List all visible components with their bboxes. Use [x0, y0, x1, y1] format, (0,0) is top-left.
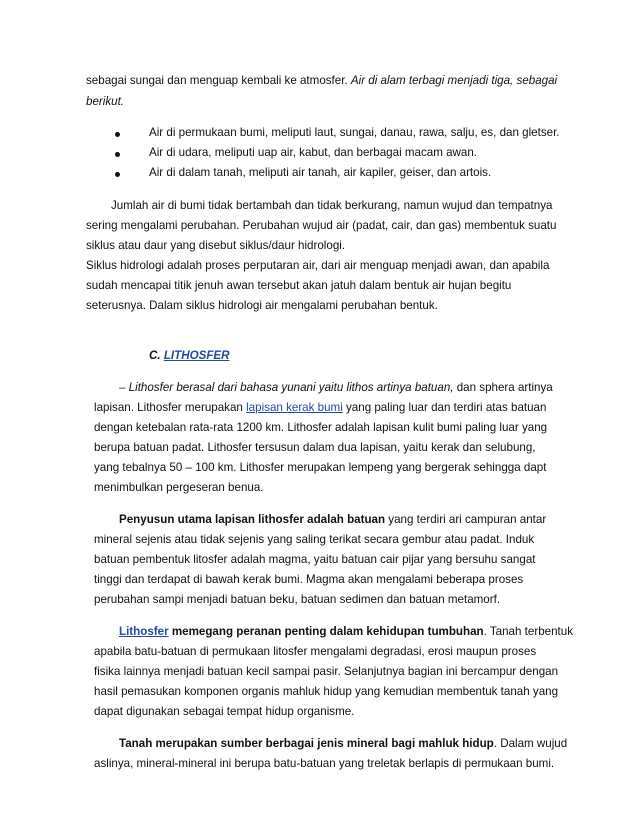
list-item: Air di dalam tanah, meliputi air tanah, air kapiler, geiser, dan artois.	[149, 166, 492, 179]
lithosfer-heading-link[interactable]: LITHOSFER	[163, 349, 230, 362]
list-item: Air di udara, meliputi uap air, kabut, dan berbagai macam awan.	[149, 146, 478, 159]
paragraph-intro-line-1: sebagai sungai dan menguap kembali ke atmosfer. Air di alam terbagi menjadi tiga, sebagai	[86, 74, 558, 87]
section-heading: C. LITHOSFER	[149, 349, 230, 362]
bullet-icon	[115, 172, 120, 177]
list-item: Air di permukaan bumi, meliputi laut, sungai, danau, rawa, salju, es, dan gletser.	[149, 126, 560, 139]
bullet-icon	[115, 152, 120, 157]
bullet-icon	[115, 132, 120, 137]
document-page: sebagai sungai dan menguap kembali ke atmosfer. Air di alam terbagi menjadi tiga, sebagai berikut. Air di permukaan bumi, meliputi laut, sungai, danau, rawa, salju, es, dan gletser. Air di udara, meliputi uap air, kabut, dan berbagai macam awan. Air di dalam tanah, meliputi air tanah, air kapiler, geiser, dan artois. Jumlah air di bumi tidak bertambah dan tidak berkurang, namun wujud dan tempatnya sering mengalami perubahan. Perubahan wujud air (padat, cair, dan gas) membentuk suatu siklus atau daur yang disebut siklus/daur hidrologi. Siklus hidrologi adalah proses perputaran air, dari air menguap menjadi awan, dan apabila sudah mencapai titik jenuh awan tersebut akan jatuh dalam bentuk air hujan begitu seterusnya. Dalam siklus hidrologi air mengalami perubahan bentuk. C. LITHOSFER – Lithosfer berasal dari bahasa yunani yaitu lithos artinya batuan, dan sphera artinya lapisan. Lithosfer merupakan lapisan kerak bumi yang paling luar dan terdiri atas batuan dengan ketebalan rata-rata 1200 km. Lithosfer adalah lapisan kulit bumi paling luar yang berupa batuan padat. Lithosfer tersusun dalam dua lapisan, yaitu kerak dan selubung, yang tebalnya 50 – 100 km. Lithosfer merupakan lempeng yang bergerak sehingga dapt menimbulkan pergeseran benua. Penyusun utama lapisan lithosfer adalah batuan yang terdiri ari campuran antar mineral sejenis atau tidak sejenis yang saling terikat secara gembur atau padat. Induk batuan pembentuk litosfer adalah magma, yaitu batuan cair pijar yang bersuhu sangat tinggi dan terdapat di bawah kerak bumi. Magma akan mengalami beberapa proses perubahan sampi menjadi batuan beku, batuan sedimen dan batuan metamorf. Lithosfer memegang peranan penting dalam kehidupan tumbuhan. Tanah terbentuk apabila batu-batuan di permukaan litosfer mengalami degradasi, erosi maupun proses fisika lainnya menjadi batuan kecil sampai pasir. Selanjutnya bagian ini bercampur dengan hasil pemasukan komponen organis mahluk hidup yang kemudian membentuk tanah yang dapat digunakan sebagai tempat hidup organisme. Tanah merupakan sumber berbagai jenis mineral bagi mahluk hidup. Dalam wujud aslinya, mineral-mineral ini berupa batu-batuan yang treletak berlapis di permukaan bumi.	[86, 74, 574, 770]
lithosfer-link[interactable]: Lithosfer	[119, 625, 169, 638]
lapisan-kerak-bumi-link[interactable]: lapisan kerak bumi	[246, 401, 343, 414]
paragraph-intro-line-2: berikut.	[86, 95, 125, 108]
